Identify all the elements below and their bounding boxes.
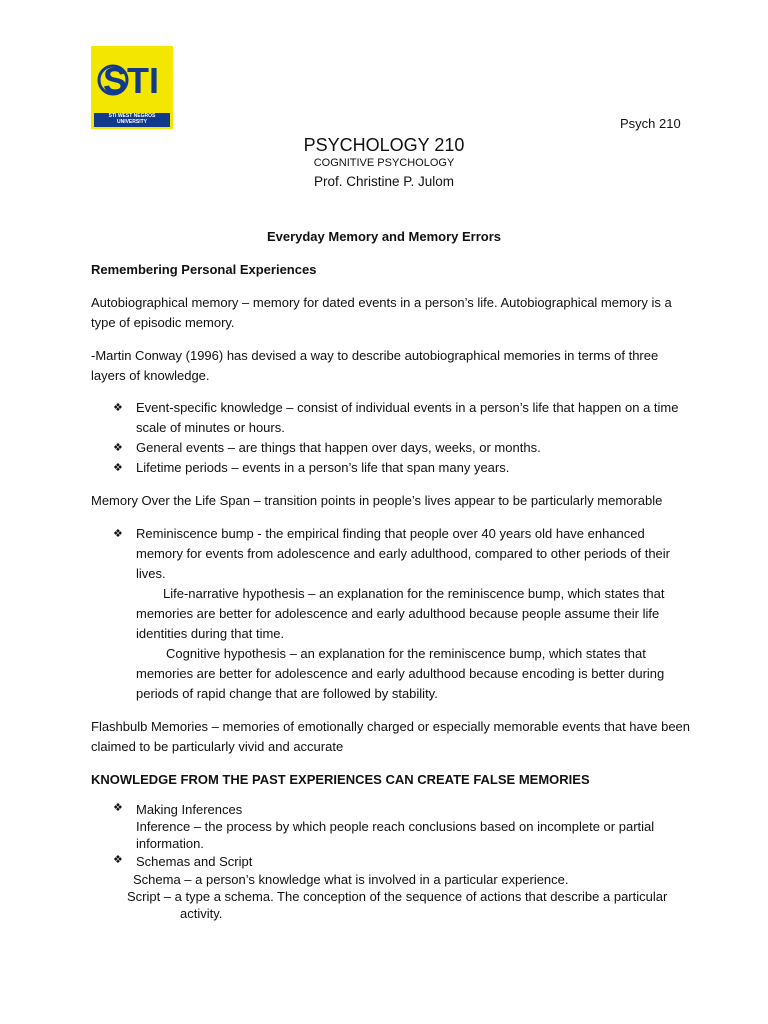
section-heading-personal-experiences: Remembering Personal Experiences: [91, 262, 317, 277]
list-item-schemas-script: Schemas and Script: [136, 854, 253, 869]
inference-def-line2: information.: [136, 836, 204, 851]
para-autobiographical-line1: Autobiographical memory – memory for dated events in a person’s life. Autobiographical memory is a: [91, 295, 672, 310]
list-item-making-inferences: Making Inferences: [136, 802, 243, 817]
life-narrative-line3: identities during that time.: [136, 626, 285, 641]
section-heading-false-memories: KNOWLEDGE FROM THE PAST EXPERIENCES CAN CREATE FALSE MEMORIES: [91, 772, 590, 787]
para-conway-line2: layers of knowledge.: [91, 368, 210, 383]
diamond-bullet-icon: ❖: [113, 854, 123, 866]
cognitive-hypothesis-line2: memories are better for adolescence and early adulthood because encoding is better during: [136, 666, 665, 681]
list-item-event-specific-line2: scale of minutes or hours.: [136, 420, 285, 435]
course-code: Psych 210: [620, 116, 681, 131]
para-conway-line1: -Martin Conway (1996) has devised a way to describe autobiographical memories in terms of three: [91, 348, 659, 363]
list-item-lifetime-periods: Lifetime periods – events in a person’s life that span many years.: [136, 460, 510, 475]
life-narrative-line1: Life-narrative hypothesis – an explanation for the reminiscence bump, which states that: [163, 586, 665, 601]
diamond-bullet-icon: ❖: [113, 528, 123, 540]
reminiscence-line3: lives.: [136, 566, 166, 581]
para-life-span: Memory Over the Life Span – transition points in people’s lives appear to be particularly memorable: [91, 493, 663, 508]
professor-name: Prof. Christine P. Julom: [313, 174, 455, 189]
list-item-event-specific-line1: Event-specific knowledge – consist of individual events in a person’s life that happen on a time: [136, 400, 679, 415]
diamond-bullet-icon: ❖: [113, 442, 123, 454]
logo-caption-bar: [94, 113, 170, 127]
life-narrative-line2: memories are better for adolescence and early adulthood because people assume their life: [136, 606, 660, 621]
svg-text:STI: STI: [103, 60, 160, 101]
cognitive-hypothesis-line1: Cognitive hypothesis – an explanation for the reminiscence bump, which states that: [166, 646, 646, 661]
diamond-bullet-icon: ❖: [113, 402, 123, 414]
reminiscence-line1: Reminiscence bump - the empirical finding that people over 40 years old have enhanced: [136, 526, 645, 541]
topic-heading: Everyday Memory and Memory Errors: [266, 229, 502, 244]
para-flashbulb-line2: claimed to be particularly vivid and accurate: [91, 739, 344, 754]
logo-caption: [94, 113, 170, 125]
para-autobiographical-line2: type of episodic memory.: [91, 315, 235, 330]
page-title: PSYCHOLOGY 210: [303, 135, 465, 155]
diamond-bullet-icon: ❖: [113, 462, 123, 474]
logo-caption-line2: UNIVERSITY: [116, 119, 147, 125]
diamond-bullet-icon: ❖: [113, 802, 123, 814]
page-subtitle: COGNITIVE PSYCHOLOGY: [313, 157, 455, 169]
sti-logo-mark-icon: [91, 46, 173, 108]
reminiscence-line2: memory for events from adolescence and early adulthood, compared to other periods of their: [136, 546, 671, 561]
script-def-line2: activity.: [180, 906, 223, 921]
script-def-line1: Script – a type a schema. The conception of the sequence of actions that describe a particular: [127, 889, 668, 904]
university-logo: [91, 46, 173, 129]
cognitive-hypothesis-line3: periods of rapid change that are followed by stability.: [136, 686, 438, 701]
list-item-general-events: General events – are things that happen over days, weeks, or months.: [136, 440, 541, 455]
inference-def-line1: Inference – the process by which people reach conclusions based on incomplete or partial: [136, 819, 655, 834]
para-flashbulb-line1: Flashbulb Memories – memories of emotionally charged or especially memorable events that have been: [91, 719, 691, 734]
logo-caption-line1: STI WEST NEGROS: [108, 113, 156, 119]
schema-def: Schema – a person’s knowledge what is involved in a particular experience.: [133, 872, 569, 887]
